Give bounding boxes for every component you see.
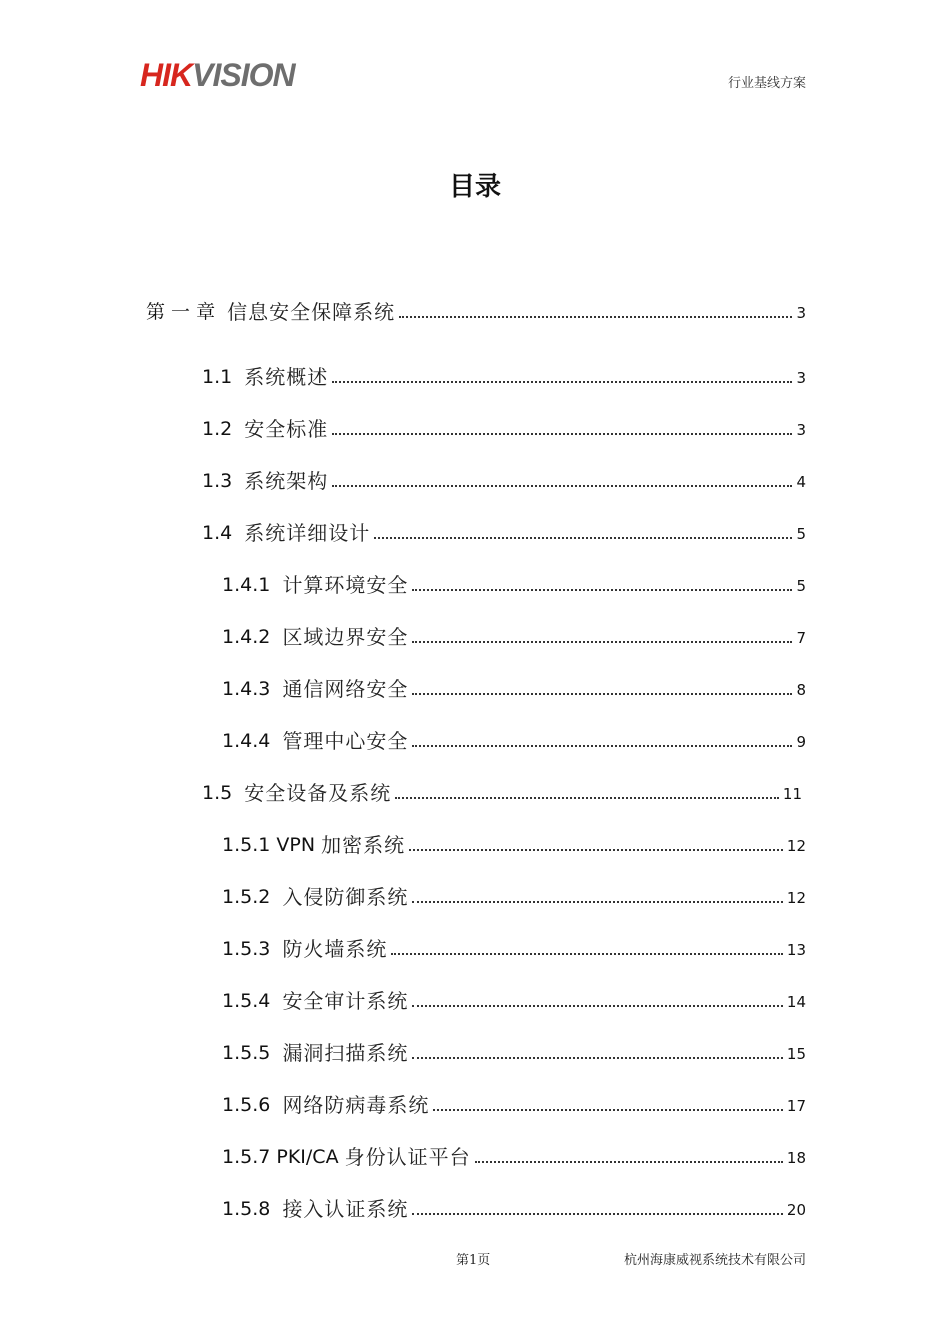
toc-entry-page: 13 [786,941,806,959]
toc-entry-page: 9 [796,733,806,751]
toc-entry-label: 计算环境安全 [282,573,409,597]
toc-entry-1-5-4[interactable] [222,982,806,1012]
toc-entry-label: 漏洞扫描系统 [282,1041,409,1065]
toc-entry-chapter-1[interactable] [146,293,806,323]
toc-entry-number: 1.4.4 [222,730,283,752]
toc-entry-number: 1.4.1 [222,574,283,596]
footer-page-number: 第1页 [456,1253,491,1268]
toc-entry-1-5-7[interactable] [222,1138,806,1168]
toc-entry-page: 3 [796,421,806,439]
toc-entry-page: 18 [786,1149,806,1167]
toc-leader-dots [374,537,792,539]
toc-entry-1-3[interactable] [202,462,806,492]
toc-leader-dots [412,1057,782,1059]
toc-leader-dots [412,693,792,695]
toc-entry-1-4-3[interactable] [222,670,806,700]
toc-entry-number: 1.5.7 PKI/CA [222,1146,345,1168]
toc-entry-number: 1.4 [202,522,245,544]
toc-entry-number: 1.5.6 [222,1094,283,1116]
toc-entry-number: 1.3 [202,470,245,492]
logo-hik-text: HIK [140,57,193,93]
toc-entry-number: 第 一 章 [146,301,228,323]
toc-entry-page: 15 [786,1045,806,1063]
toc-leader-dots [412,1005,782,1007]
toc-entry-label: 加密系统 [321,833,406,857]
toc-entry-page: 3 [796,304,806,322]
toc-entry-label: 系统架构 [244,469,329,493]
toc-entry-label: 安全标准 [244,417,329,441]
toc-entry-label: 安全审计系统 [282,989,409,1013]
toc-entry-number: 1.2 [202,418,245,440]
toc-entry-number: 1.4.3 [222,678,283,700]
toc-entry-label: 入侵防御系统 [282,885,409,909]
toc-leader-dots [412,641,792,643]
toc-entry-1-4[interactable] [202,514,806,544]
toc-leader-dots [412,589,792,591]
toc-entry-page: 5 [796,525,806,543]
toc-entry-1-4-1[interactable] [222,566,806,596]
toc-entry-1-5-3[interactable] [222,930,806,960]
toc-leader-dots [332,433,792,435]
toc-entry-1-5-1[interactable] [222,826,806,856]
toc-entry-label: 安全设备及系统 [244,781,392,805]
toc-entry-number: 1.5.4 [222,990,283,1012]
toc-entry-number: 1.5.3 [222,938,283,960]
toc-entry-label: 信息安全保障系统 [227,300,396,324]
toc-entry-label: 网络防病毒系统 [282,1093,430,1117]
toc-entry-page: 3 [796,369,806,387]
toc-leader-dots [412,1213,782,1215]
toc-leader-dots [433,1109,782,1111]
toc-leader-dots [412,901,782,903]
toc-leader-dots [391,953,782,955]
toc-leader-dots [409,849,783,851]
toc-entry-page: 11 [782,785,802,803]
toc-entry-page: 12 [786,837,806,855]
toc-entry-1-4-4[interactable] [222,722,806,752]
toc-leader-dots [412,745,792,747]
toc-entry-label: 系统概述 [244,365,329,389]
toc-entry-number: 1.5.8 [222,1198,283,1220]
toc-entry-page: 12 [786,889,806,907]
toc-entry-label: 通信网络安全 [282,677,409,701]
toc-entry-1-5-8[interactable] [222,1190,806,1220]
toc-leader-dots [399,316,792,318]
header-document-tag: 行业基线方案 [727,76,806,91]
toc-entry-page: 17 [786,1097,806,1115]
toc-entry-1-5-2[interactable] [222,878,806,908]
toc-entry-page: 14 [786,993,806,1011]
toc-entry-label: 管理中心安全 [282,729,409,753]
toc-leader-dots [332,381,792,383]
toc-entry-number: 1.5.1 VPN [222,834,322,856]
toc-entry-page: 5 [796,577,806,595]
toc-entry-number: 1.5.2 [222,886,283,908]
toc-entry-label: 系统详细设计 [244,521,371,545]
toc-leader-dots [395,797,779,799]
toc-entry-label: 身份认证平台 [344,1145,471,1169]
toc-entry-number: 1.1 [202,366,245,388]
toc-entry-page: 4 [796,473,806,491]
toc-entry-number: 1.5.5 [222,1042,283,1064]
toc-entry-page: 20 [786,1201,806,1219]
toc-entry-1-1[interactable] [202,358,806,388]
toc-entry-page: 7 [796,629,806,647]
toc-title: 目录 [448,172,501,202]
toc-entry-number: 1.5 [202,782,245,804]
logo-vision-text: VISION [192,57,295,93]
toc-entry-page: 8 [796,681,806,699]
toc-entry-number: 1.4.2 [222,626,283,648]
toc-leader-dots [332,485,792,487]
footer-company-name: 杭州海康威视系统技术有限公司 [623,1253,806,1268]
toc-entry-label: 防火墙系统 [282,937,388,961]
toc-entry-1-4-2[interactable] [222,618,806,648]
toc-entry-1-2[interactable] [202,410,806,440]
toc-entry-label: 区域边界安全 [282,625,409,649]
toc-entry-1-5-5[interactable] [222,1034,806,1064]
toc-entry-1-5-6[interactable] [222,1086,806,1116]
toc-entry-label: 接入认证系统 [282,1197,409,1221]
toc-leader-dots [475,1161,783,1163]
toc-entry-1-5[interactable] [202,774,802,804]
